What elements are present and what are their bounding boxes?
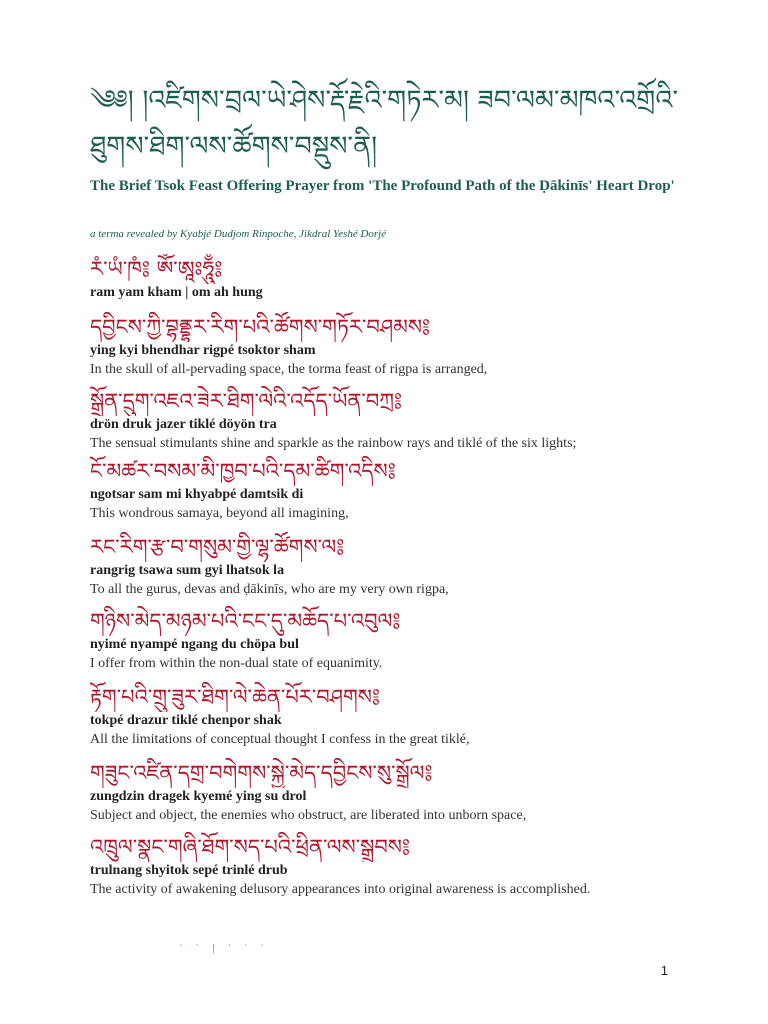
verse-transliteration: drön druk jazer tiklé döyön tra — [90, 417, 277, 432]
verse-tibetan: རང་རིག་རྩ་བ་གསུམ་གྱི་ལྷ་ཚོགས་ལ༔ — [90, 535, 345, 559]
verse-transliteration: trulnang shyitok sepé trinlé drub — [90, 863, 288, 878]
verse-transliteration: ying kyi bhendhar rigpé tsoktor sham — [90, 343, 316, 358]
verse-translation: Subject and object, the enemies who obstruct, are liberated into unborn space, — [90, 808, 527, 823]
verse-transliteration: tokpé drazur tiklé chenpor shak — [90, 713, 282, 728]
verse-6 — [90, 682, 710, 749]
tibetan-title: ༄༅། །འཛིགས་བྲལ་ཡེ་ཤེས་རྡོ་རྗེའི་གཏེར་མ། ཟབ་ལམ་མཁའ་འགྲོའི་ཐུགས་ཐིག་ལས་ཚོགས་བསྡུས་ནི། — [90, 85, 678, 162]
verse-5 — [90, 606, 710, 673]
verse-4 — [90, 532, 710, 599]
verse-translation: The activity of awakening delusory appearances into original awareness is accomplished. — [90, 882, 591, 897]
verse-seed-syllables — [90, 254, 710, 302]
verse-translation: To all the gurus, devas and ḍākinīs, who are my very own rigpa, — [90, 582, 449, 597]
verse-tibetan: རྟོག་པའི་གྲུ་ཟུར་ཐིག་ལེ་ཆེན་པོར་བཤགས༔ — [90, 685, 380, 709]
verse-7 — [90, 758, 710, 825]
verse-transliteration: ngotsar sam mi khyabpé damtsik di — [90, 487, 304, 502]
verse-3 — [90, 456, 710, 523]
verse-tibetan: འཁྲུལ་སྣང་གཞི་ཐོག་སད་པའི་ཕྲིན་ལས་སྒྲུབས༔ — [90, 835, 410, 859]
page-number: 1 — [660, 963, 668, 978]
verse-transliteration: rangrig tsawa sum gyi lhatsok la — [90, 563, 285, 578]
verse-transliteration: ram yam kham | om ah hung — [90, 285, 263, 300]
terma-attribution: a terma revealed by Kyabjé Dudjom Rinpoche, Jikdral Yeshé Dorjé — [90, 228, 387, 240]
verse-translation: The sensual stimulants shine and sparkle as the rainbow rays and tiklé of the six lights; — [90, 436, 577, 451]
verse-translation: This wondrous samaya, beyond all imagining, — [90, 506, 349, 521]
verse-tibetan: གཉིས་མེད་མཉམ་པའི་ངང་དུ་མཆོད་པ་འབུལ༔ — [90, 609, 401, 633]
verse-translation: I offer from within the non-dual state of equanimity. — [90, 656, 383, 671]
verse-tibetan: གཟུང་འཛིན་དགྲ་བགེགས་སྐྱེ་མེད་དབྱིངས་སུ་སྒྲོལ༔ — [90, 761, 433, 785]
verse-transliteration: zungdzin dragek kyemé ying su drol — [90, 789, 307, 804]
verse-tibetan: སྒྲོན་དྲུག་འཇའ་ཟེར་ཐིག་ལེའི་འདོད་ཡོན་བཀྲ༔ — [90, 389, 402, 413]
verse-translation: In the skull of all-pervading space, the torma feast of rigpa is arranged, — [90, 362, 488, 377]
verse-transliteration: nyimé nyampé ngang du chöpa bul — [90, 637, 299, 652]
verse-8 — [90, 832, 710, 899]
verse-1 — [90, 312, 710, 379]
verse-2 — [90, 386, 710, 453]
verse-tibetan: དབྱིངས་ཀྱི་བྷནྡྷར་རིག་པའི་ཚོགས་གཏོར་བཤམས༔ — [90, 315, 431, 339]
verse-translation: All the limitations of conceptual thought I confess in the great tiklé, — [90, 732, 470, 747]
verse-tibetan: རཾ་ཡཾ་ཁཾ༔ ཨོཾ་ཨཱཿཧཱུྃ༔ — [90, 257, 223, 281]
english-title: The Brief Tsok Feast Offering Prayer from 'The Profound Path of the Ḍākinīs' Heart Drop' — [90, 178, 675, 194]
cut-off-tibetan-line: ་ ་ ། ་ ་ ་ — [180, 943, 269, 952]
verse-tibetan: ངོ་མཚར་བསམ་མི་ཁྱབ་པའི་དམ་ཚིག་འདིས༔ — [90, 459, 396, 483]
